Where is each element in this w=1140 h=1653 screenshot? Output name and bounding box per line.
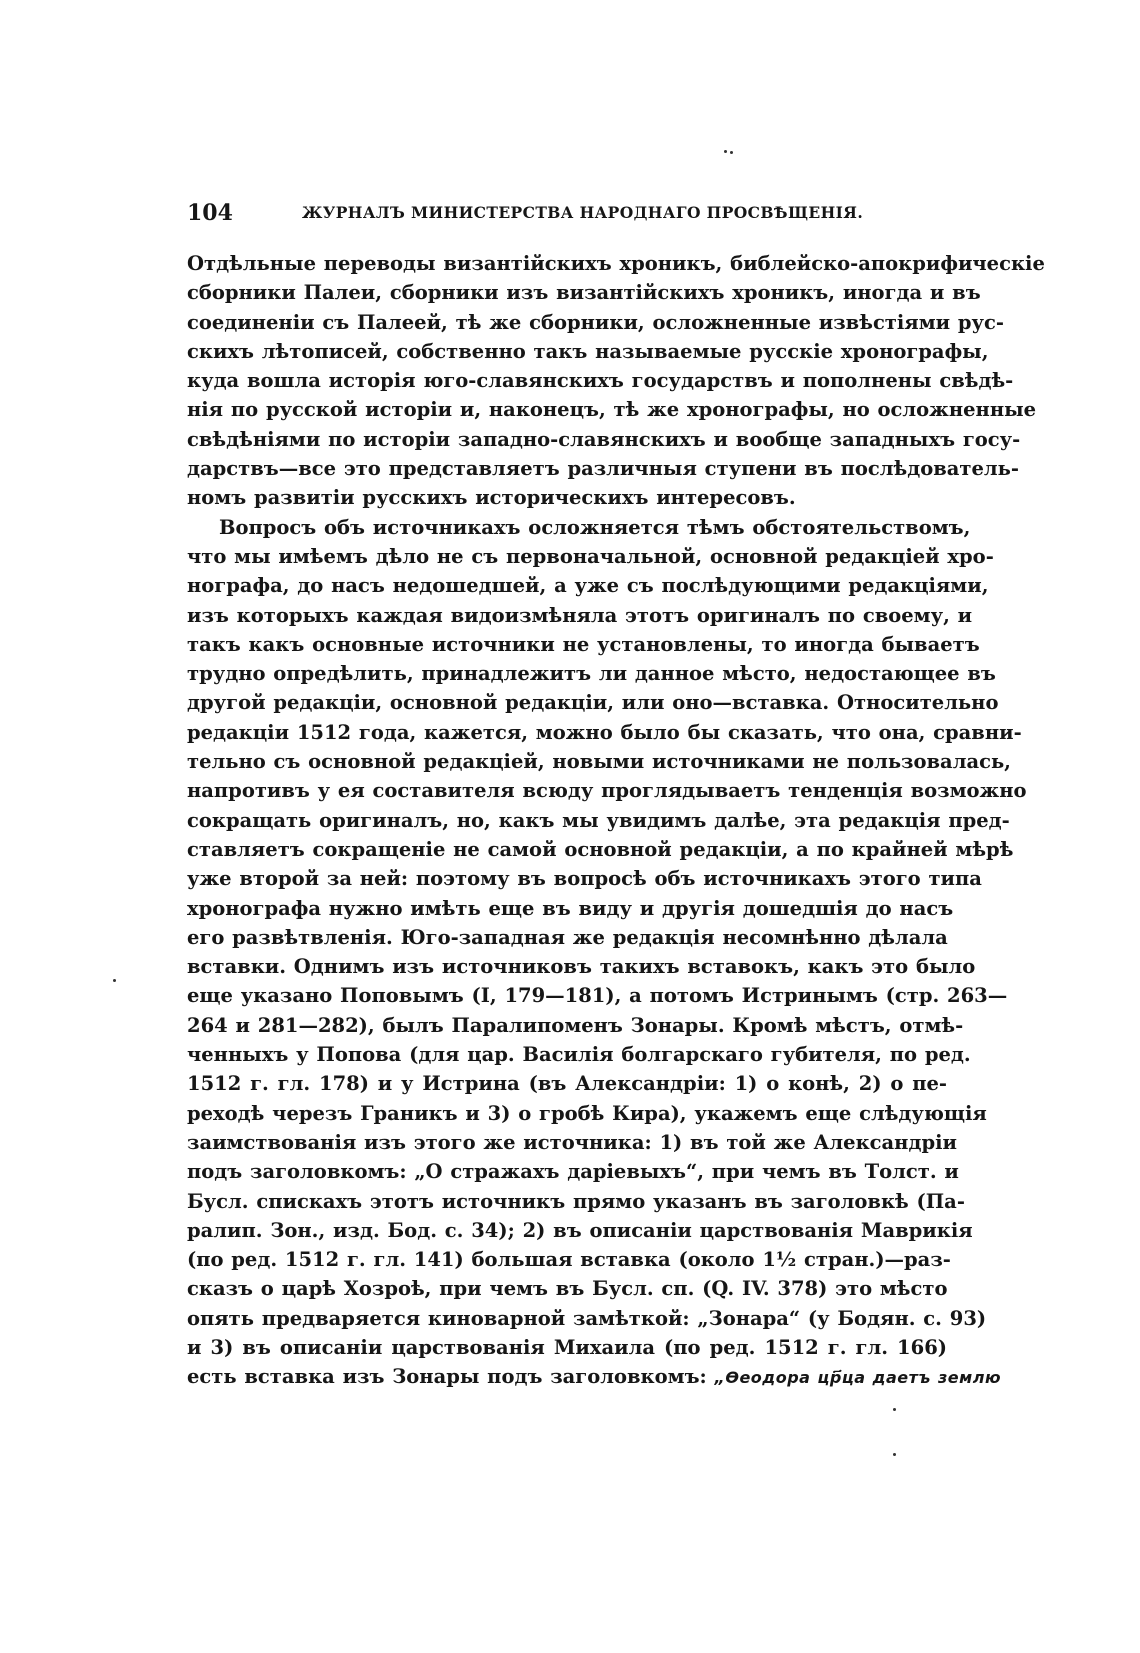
- page-number: 104: [187, 200, 233, 226]
- text-line: ралип. Зон., изд. Бод. с. 34); 2) въ описаніи царствованія Маврикія: [187, 1218, 973, 1242]
- text-line: редакціи 1512 года, кажется, можно было бы сказать, что она, сравни-: [187, 720, 1022, 744]
- text-line: Вопросъ объ источникахъ осложняется тѣмъ обстоятельствомъ,: [219, 515, 971, 539]
- text-line: напротивъ у ея составителя всюду проглядываетъ тенденція возможно: [187, 779, 1027, 803]
- text-line: нія по русской исторіи и, наконецъ, тѣ же хронографы, но осложненные: [187, 398, 1037, 422]
- text-line: 1512 г. гл. 178) и у Истрина (въ Александріи: 1) о конѣ, 2) о пе-: [187, 1072, 947, 1096]
- text-line: подъ заголовкомъ: „О стражахъ даріевыхъ“, при чемъ въ Толст. и: [187, 1160, 959, 1184]
- text-line: еще указано Поповымъ (I, 179—181), а потомъ Истринымъ (стр. 263—: [187, 984, 1008, 1008]
- text-line: опять предваряется киноварной замѣткой: „Зонара“ (у Бодян. с. 93): [187, 1306, 987, 1330]
- text-line: вставки. Однимъ изъ источниковъ такихъ вставокъ, какъ это было: [187, 955, 976, 979]
- text-line: соединеніи съ Палеей, тѣ же сборники, осложненные извѣстіями рус-: [187, 310, 1004, 334]
- text-line: куда вошла исторія юго-славянскихъ государствъ и пополнены свѣдѣ-: [187, 369, 1014, 393]
- text-line: хронографа нужно имѣть еще въ виду и другія дошедшія до насъ: [187, 896, 954, 920]
- text-line: изъ которыхъ каждая видоизмѣняла этотъ оригиналъ по своему, и: [187, 603, 973, 627]
- running-title: ЖУРНАЛЪ МИНИСТЕРСТВА НАРОДНАГО ПРОСВѢЩЕНІЯ.: [302, 203, 864, 222]
- text-line: номъ развитіи русскихъ историческихъ интересовъ.: [187, 486, 796, 510]
- print-speck: [730, 151, 733, 154]
- text-line: другой редакціи, основной редакціи, или оно—вставка. Относительно: [187, 691, 999, 715]
- text-line: Отдѣльные переводы византійскихъ хроникъ, библейско-апокрифическіе: [187, 252, 1045, 275]
- text-line: ставляетъ сокращеніе не самой основной редакціи, а по крайней мѣрѣ: [187, 837, 1014, 861]
- text-line: уже второй за ней: поэтому въ вопросѣ объ источникахъ этого типа: [187, 867, 982, 891]
- text-line: и 3) въ описаніи царствованія Михаила (по ред. 1512 г. гл. 166): [187, 1335, 947, 1359]
- text-line: ченныхъ у Попова (для цар. Василія болгарскаго губителя, по ред.: [187, 1043, 971, 1067]
- text-line: такъ какъ основные источники не установлены, то иногда бываетъ: [187, 632, 980, 656]
- print-speck: [893, 1408, 896, 1411]
- print-speck: [724, 150, 727, 153]
- text-line: заимствованія изъ этого же источника: 1) въ той же Александріи: [187, 1130, 957, 1154]
- text-line: сборники Палеи, сборники изъ византійскихъ хроникъ, иногда и въ: [187, 281, 981, 305]
- print-speck: [893, 1453, 896, 1456]
- print-speck: [113, 979, 116, 982]
- text-line: трудно опредѣлить, принадлежитъ ли данное мѣсто, недостающее въ: [187, 662, 996, 686]
- text-line: дарствъ—все это представляетъ различныя ступени въ послѣдователь-: [187, 457, 1019, 481]
- page-body: [187, 249, 1045, 1392]
- church-slavonic-quote: „Ѳеодора цр҃ца даетъ землю: [714, 1368, 1001, 1388]
- paragraph-1: [187, 249, 1045, 513]
- text-line: Бусл. спискахъ этотъ источникъ прямо указанъ въ заголовкѣ (Па-: [187, 1189, 965, 1213]
- text-line: его развѣтвленія. Юго-западная же редакція несомнѣнно дѣлала: [187, 925, 948, 949]
- running-header: [187, 200, 947, 230]
- text-line: (по ред. 1512 г. гл. 141) большая вставка (около 1½ стран.)—раз-: [187, 1248, 951, 1272]
- text-line: свѣдѣніями по исторіи западно-славянскихъ и вообще западныхъ госу-: [187, 427, 1021, 451]
- text-line: 264 и 281—282), былъ Паралипоменъ Зонары. Кромѣ мѣстъ, отмѣ-: [187, 1013, 964, 1037]
- text-line: реходѣ черезъ Граникъ и 3) о гробѣ Кира), укажемъ еще слѣдующія: [187, 1101, 987, 1125]
- paragraph-2: [187, 513, 1027, 1392]
- text-line: сказъ о царѣ Хозроѣ, при чемъ въ Бусл. сп. (Q. IV. 378) это мѣсто: [187, 1277, 948, 1301]
- text-line: что мы имѣемъ дѣло не съ первоначальной, основной редакціей хро-: [187, 544, 994, 568]
- final-line-text: есть вставка изъ Зонары подъ заголовкомъ:: [187, 1365, 707, 1389]
- text-line: сокращать оригиналъ, но, какъ мы увидимъ далѣе, эта редакція пред-: [187, 808, 1010, 832]
- text-line-final: [187, 1362, 1001, 1391]
- text-line: тельно съ основной редакціей, новыми источниками не пользовалась,: [187, 750, 1011, 774]
- text-line: нографа, до насъ недошедшей, а уже съ послѣдующими редакціями,: [187, 574, 989, 598]
- text-line: скихъ лѣтописей, собственно такъ называемые русскіе хронографы,: [187, 339, 989, 363]
